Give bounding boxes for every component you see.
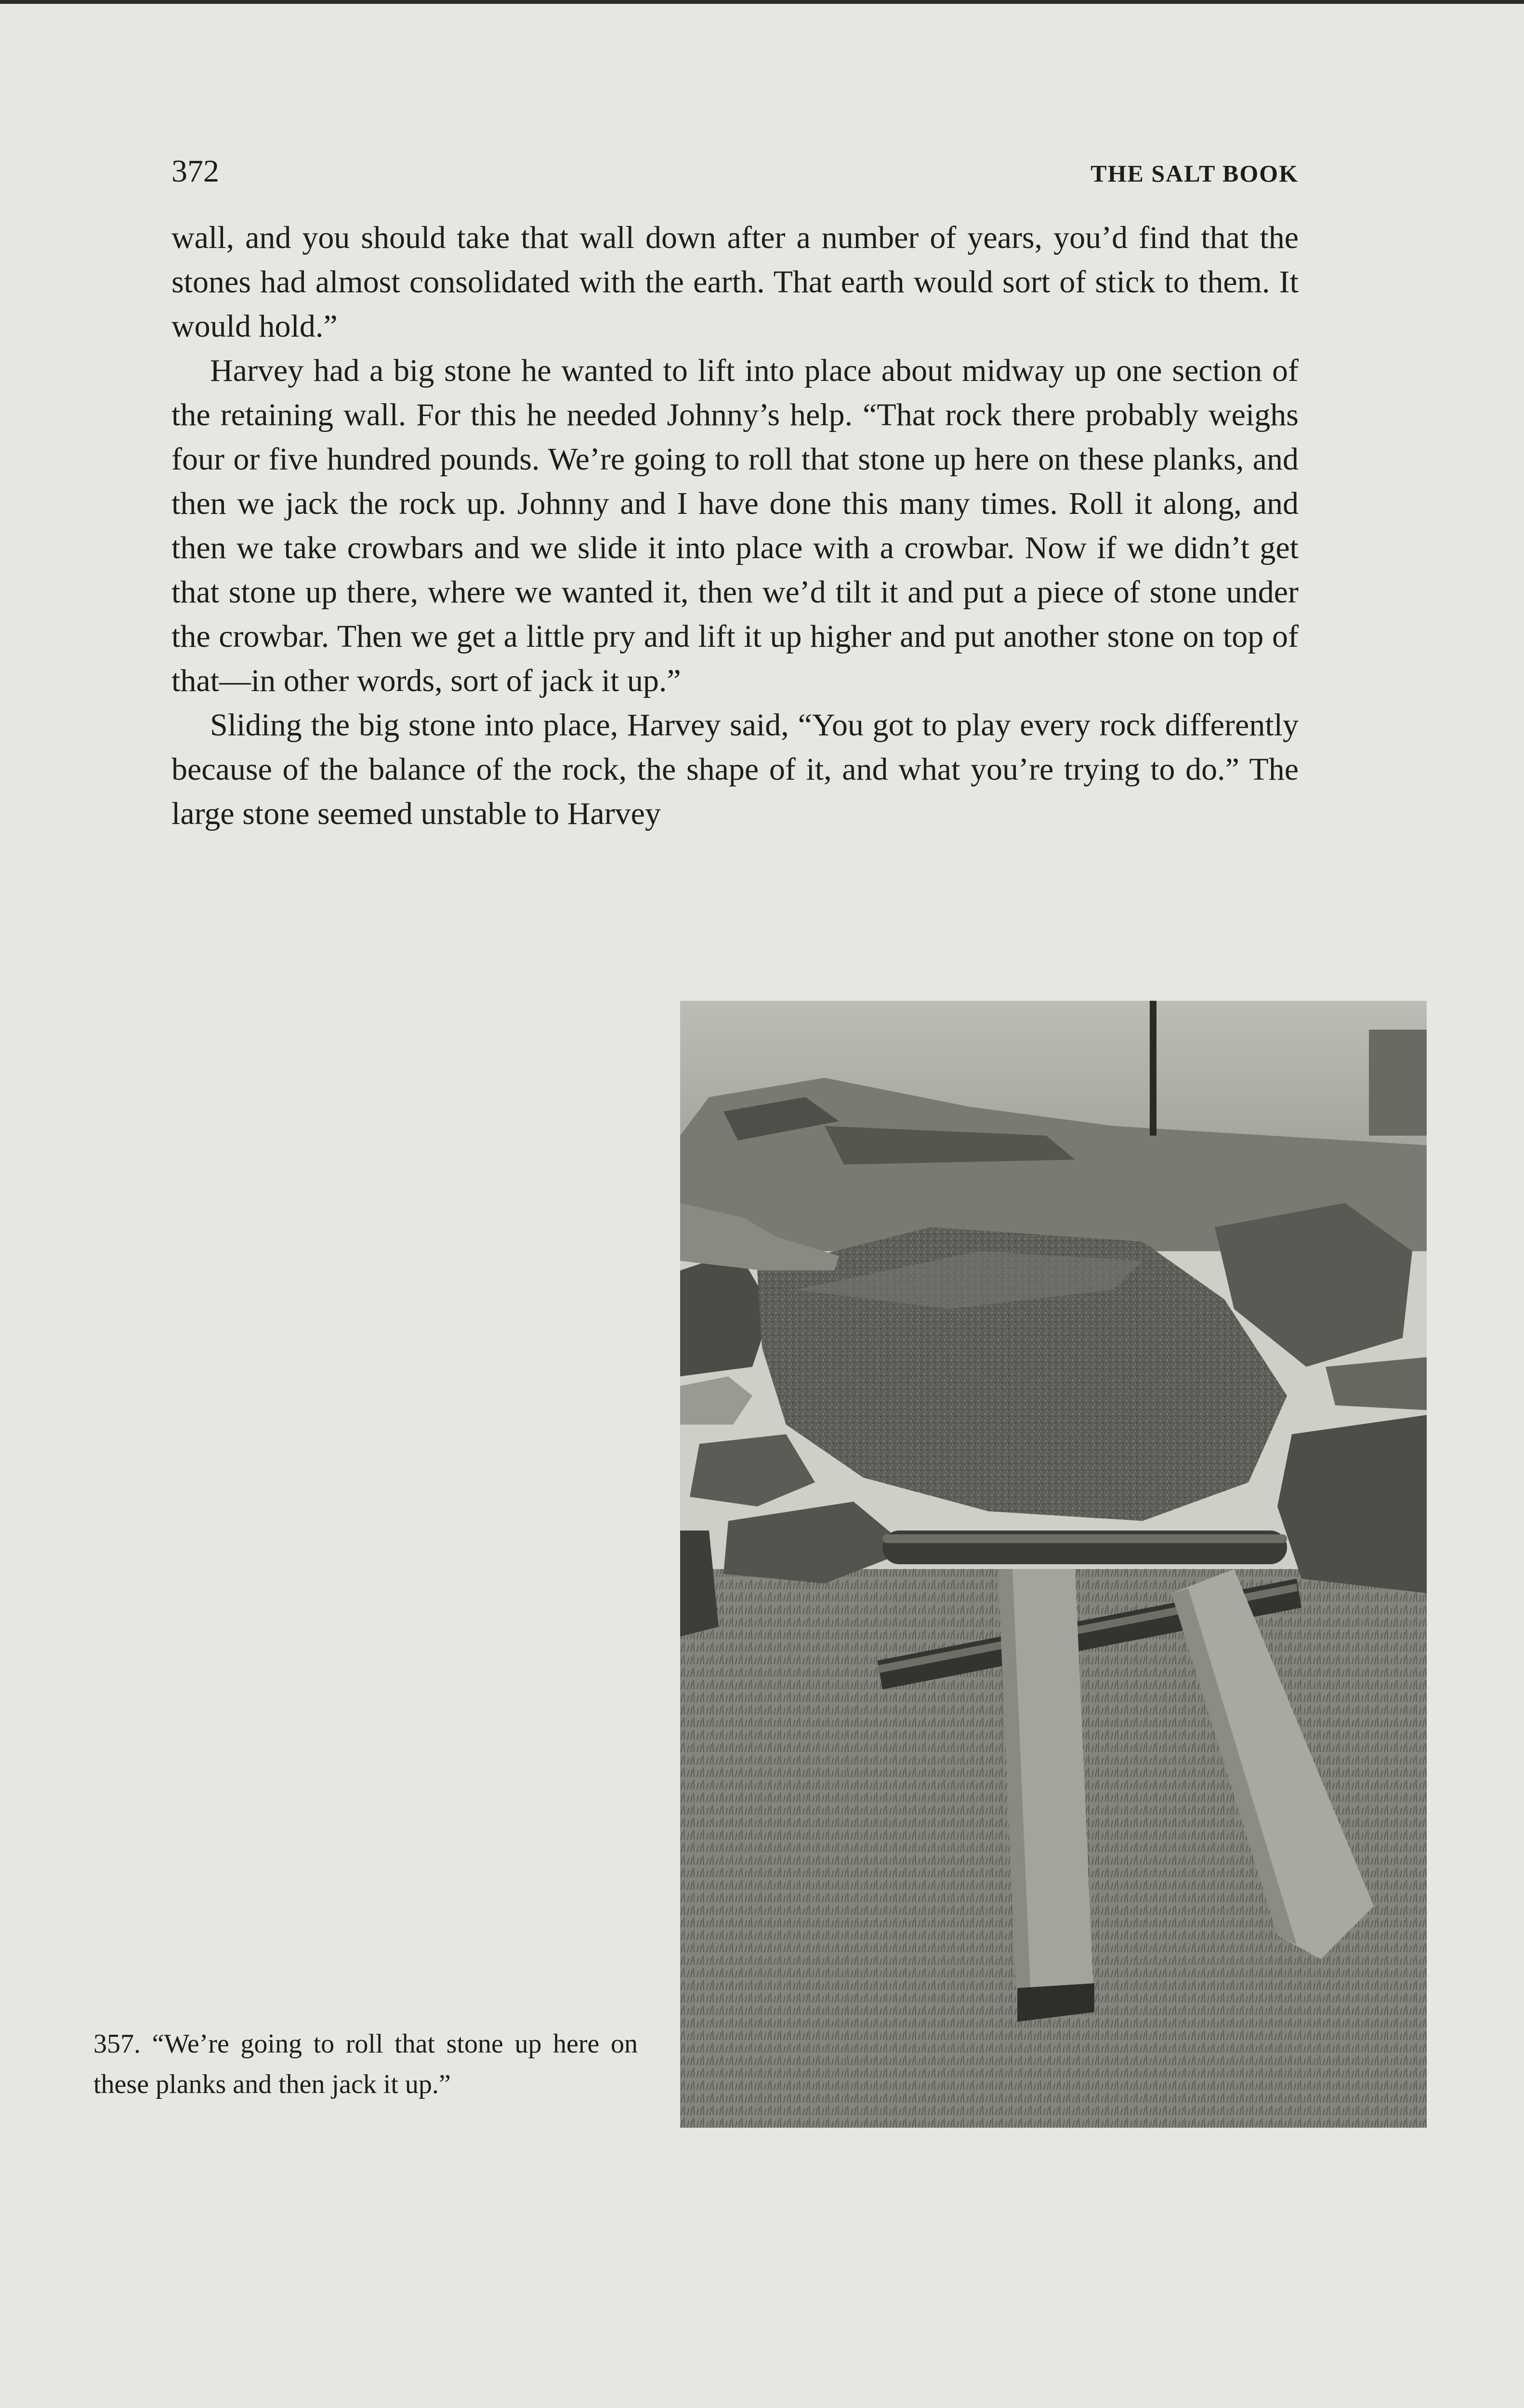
page-header — [171, 153, 1299, 196]
stone-wall-planks-photo — [680, 1001, 1427, 2128]
paragraph-1: wall, and you should take that wall down after a number of years, you’d find that the stones had almost consolidated with the earth. That earth would sort of stick to them. It would hold.” — [171, 220, 1299, 344]
page-top-edge — [0, 0, 1524, 4]
page-number: 372 — [171, 154, 219, 189]
running-title: THE SALT BOOK — [1090, 160, 1299, 187]
body-text — [171, 216, 1299, 836]
figure-photo — [680, 1001, 1427, 2128]
paragraph-2: Harvey had a big stone he wanted to lift into place about midway up one section of the retaining wall. For this he needed Johnny’s help. “That rock there probably weighs four or five hundred pounds. We’re going to roll that stone up here on these planks, and then we jack the rock up. Johnny and I have done this many times. Roll it along, and then we take crowbars and we slide it into place with a crowbar. Now if we didn’t get that stone up there, where we wanted it, then we’d tilt it and put a piece of stone under the crowbar. Then we get a little pry and lift it up higher and put another stone on top of that—in other words, sort of jack it up.” — [171, 353, 1299, 698]
figure-caption: 357. “We’re going to roll that stone up here on these planks and then jack it up.” — [93, 2029, 638, 2099]
paragraph-3: Sliding the big stone into place, Harvey said, “You got to play every rock differently because of the balance of the rock, the shape of it, and what you’re trying to do.” The large stone seemed unstable to Harvey — [171, 707, 1299, 831]
